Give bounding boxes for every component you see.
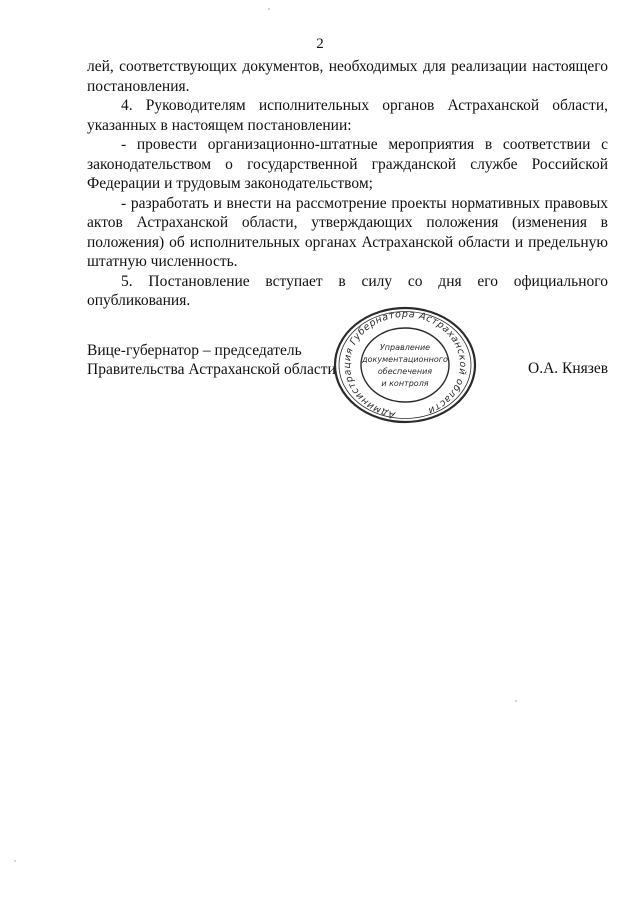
seal-center-line2: документационного	[362, 355, 448, 364]
document-body	[87, 57, 608, 311]
seal-ring-textpath: Администрация Губернатора Астраханской области	[341, 308, 469, 421]
paragraph-bullet-2: - разработать и внести на рассмотрение проекты нормативных правовых актов Астраханской области, утверждающих положения (изменения в положения) об исполнительных органах Астраханской области и предельную штатную численность.	[87, 194, 608, 270]
paragraph-item-4: 4. Руководителям исполнительных органов Астраханской области, указанных в настоящем постановлении:	[87, 97, 608, 134]
signature-title-line2: Правительства Астраханской области	[87, 361, 336, 378]
page-number: 2	[316, 36, 324, 52]
seal-center-line4: и контроля	[381, 379, 429, 388]
scan-speck	[515, 700, 517, 702]
paragraph-bullet-1: - провести организационно-штатные мероприятия в соответствии с законодательством о государственной гражданской службе Российской Федерации и трудовым законодательством;	[87, 136, 608, 192]
signature-name: О.А. Князев	[528, 360, 609, 377]
scan-speck	[268, 8, 270, 10]
seal-outer-ring	[335, 308, 475, 422]
scan-speck	[14, 860, 16, 862]
seal-inner-ring	[361, 328, 449, 402]
signature-title-line1: Вице-губернатор – председатель	[87, 342, 302, 359]
seal-center-line3: обеспечения	[377, 367, 433, 376]
paragraph-item-5: 5. Постановление вступает в силу со дня его официального опубликования.	[87, 272, 608, 309]
paragraph-continuation: лей, соответствующих документов, необходимых для реализации настоящего постановления.	[87, 58, 608, 95]
official-seal-stamp	[330, 305, 480, 425]
seal-center-line1: Управление	[379, 343, 431, 352]
signature-title	[87, 341, 336, 379]
